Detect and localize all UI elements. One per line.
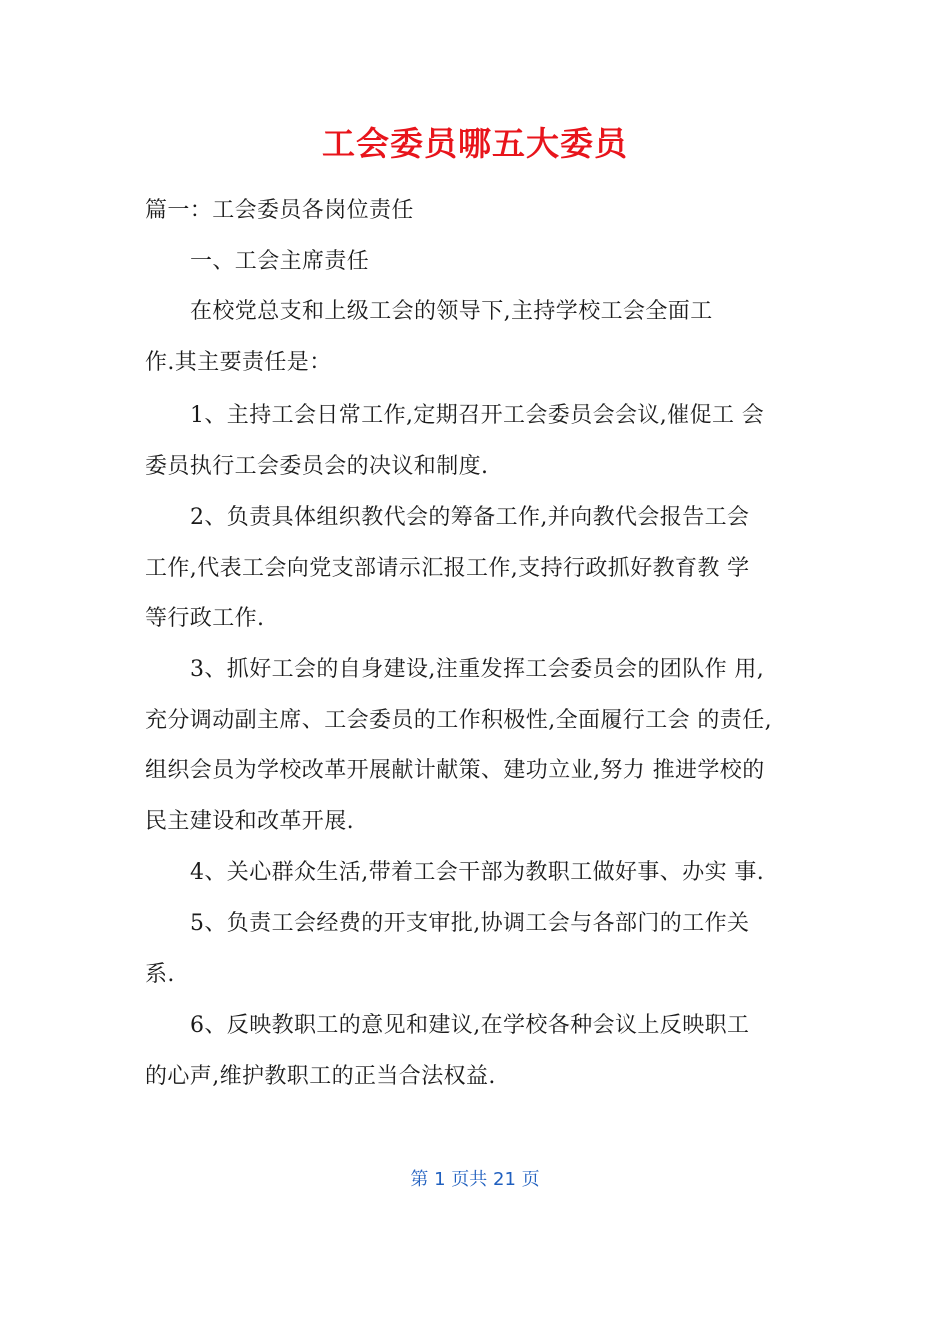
- paragraph-line: 系.: [145, 962, 175, 987]
- paragraph-line: 民主建设和改革开展.: [145, 809, 354, 834]
- paragraph-line: 在校党总支和上级工会的领导下,主持学校工会全面工: [190, 299, 713, 324]
- paragraph-line: 组织会员为学校改革开展献计献策、建功立业,努力 推进学校的: [145, 758, 765, 783]
- section-heading: 篇一：工会委员各岗位责任: [145, 198, 414, 223]
- paragraph-line: 6、反映教职工的意见和建议,在学校各种会议上反映职工: [190, 1013, 750, 1038]
- paragraph-line: 工作,代表工会向党支部请示汇报工作,支持行政抓好教育教 学: [145, 556, 750, 581]
- page-footer: 第 1 页共 21 页: [410, 1169, 540, 1190]
- paragraph-line: 等行政工作.: [145, 606, 265, 631]
- paragraph-line: 3、抓好工会的自身建设,注重发挥工会委员会的团队作 用,: [190, 657, 765, 682]
- paragraph-line: 4、关心群众生活,带着工会干部为教职工做好事、办实 事.: [190, 860, 765, 885]
- paragraph-line: 充分调动副主席、工会委员的工作积极性,全面履行工会 的责任,: [145, 708, 772, 733]
- document-title: 工会委员哪五大委员: [322, 124, 628, 163]
- paragraph-line: 1、主持工会日常工作,定期召开工会委员会会议,催促工 会: [190, 403, 765, 428]
- paragraph-line: 2、负责具体组织教代会的筹备工作,并向教代会报告工会: [190, 505, 750, 530]
- paragraph-line: 5、负责工会经费的开支审批,协调工会与各部门的工作关: [190, 911, 750, 936]
- paragraph-line: 的心声,维护教职工的正当合法权益.: [145, 1064, 496, 1089]
- subsection-heading: 一、工会主席责任: [190, 249, 370, 274]
- paragraph-line: 作.其主要责任是：: [145, 350, 332, 375]
- paragraph-line: 委员执行工会委员会的决议和制度.: [145, 454, 489, 479]
